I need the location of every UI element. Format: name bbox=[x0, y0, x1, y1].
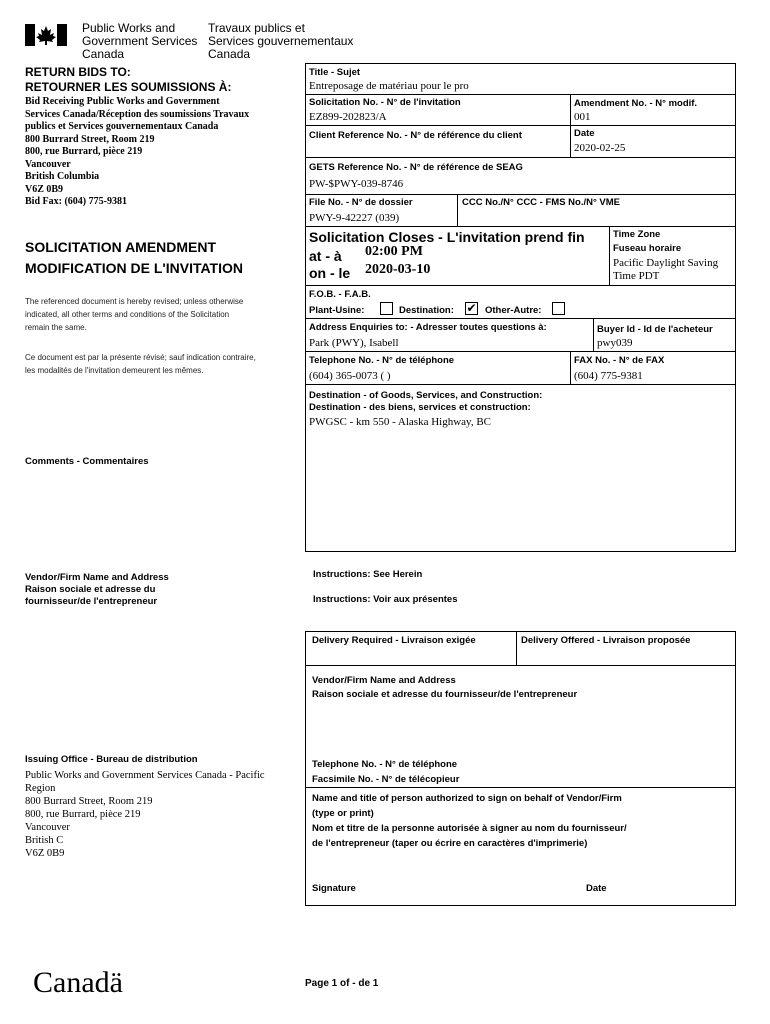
gets-label: GETS Reference No. - N° de référence de SEAG bbox=[309, 162, 523, 173]
address-enquiries-label: Address Enquiries to: - Adresser toutes questions à: bbox=[309, 322, 547, 333]
header-en-line3: Canada bbox=[82, 47, 125, 61]
at-label: at - à bbox=[309, 248, 342, 264]
vendor-fax-label: Facsimile No. - N° de télécopieur bbox=[312, 774, 460, 785]
return-bids-line: 800, rue Burrard, pièce 219 bbox=[25, 146, 143, 157]
amendment-note-fr bbox=[25, 351, 256, 377]
destination-goods-label bbox=[309, 390, 542, 414]
issuing-line: 800, rue Burrard, pièce 219 bbox=[25, 809, 141, 820]
header-fr bbox=[208, 22, 353, 61]
amendment-value: 001 bbox=[574, 111, 591, 123]
return-bids-line: V6Z 0B9 bbox=[25, 183, 64, 195]
buyer-label: Buyer Id - Id de l'acheteur bbox=[597, 324, 713, 335]
tz-value-fr: Time PDT bbox=[613, 270, 660, 282]
destination-label: Destination: bbox=[399, 305, 454, 316]
address-enquiries-value: Park (PWY), Isabell bbox=[309, 337, 399, 349]
authorized-line: (type or print) bbox=[312, 808, 374, 819]
destination-goods-value: PWGSC - km 550 - Alaska Highway, BC bbox=[309, 416, 492, 428]
telephone-value: (604) 365-0073 ( ) bbox=[309, 370, 391, 382]
vendor-name-label-en: Vendor/Firm Name and Address bbox=[312, 675, 456, 686]
amendment-note-line: indicated, all other terms and conditions of the Solicitation bbox=[25, 310, 230, 319]
amendment-title bbox=[25, 237, 243, 279]
return-bids-line: 800 Burrard Street, Room 219 bbox=[25, 133, 155, 145]
authorized-signer-label bbox=[312, 791, 627, 851]
return-bids-line: British Columbia bbox=[25, 171, 100, 182]
tz-value-en: Pacific Daylight Saving bbox=[613, 257, 719, 269]
vendor-left-line1: Vendor/Firm Name and Address bbox=[25, 572, 169, 583]
return-bids-line: Bid Receiving Public Works and Government bbox=[25, 96, 220, 107]
amendment-title-fr: MODIFICATION DE L'INVITATION bbox=[25, 260, 243, 276]
instructions-en: Instructions: See Herein bbox=[313, 569, 423, 580]
header-en bbox=[82, 22, 197, 61]
issuing-line: V6Z 0B9 bbox=[25, 848, 65, 859]
file-label: File No. - N° de dossier bbox=[309, 197, 413, 208]
return-bids-line: Services Canada/Réception des soumissions Travaux bbox=[25, 108, 250, 120]
amendment-label: Amendment No. - N° modif. bbox=[574, 98, 698, 109]
header-fr-line1: Travaux publics et bbox=[208, 21, 305, 35]
tz-label-en: Time Zone bbox=[613, 229, 661, 240]
canada-flag-logo bbox=[25, 24, 67, 46]
date-label: Date bbox=[574, 128, 595, 139]
delivery-offered-label: Delivery Offered - Livraison proposée bbox=[521, 635, 691, 646]
ccc-label: CCC No./N° CCC - FMS No./N° VME bbox=[462, 197, 621, 208]
return-bids-title-fr: RETOURNER LES SOUMISSIONS À: bbox=[25, 80, 232, 94]
gets-value: PW-$PWY-039-8746 bbox=[309, 178, 404, 190]
other-checkbox[interactable] bbox=[552, 302, 565, 315]
issuing-line: Region bbox=[25, 783, 56, 794]
issuing-line: Vancouver bbox=[25, 822, 70, 833]
date-value: 2020-02-25 bbox=[574, 142, 626, 154]
return-bids-address bbox=[25, 96, 249, 209]
title-value: Entreposage de matériau pour le pro bbox=[309, 80, 469, 92]
page-number: Page 1 of - de 1 bbox=[305, 978, 379, 989]
authorized-line: Nom et titre de la personne autorisée à signer au nom du fournisseur/ bbox=[312, 823, 627, 834]
delivery-required-label: Delivery Required - Livraison exigée bbox=[312, 635, 476, 646]
file-value: PWY-9-42227 (039) bbox=[309, 212, 400, 224]
check-icon: ✔ bbox=[466, 301, 477, 315]
telephone-label: Telephone No. - N° de téléphone bbox=[309, 355, 455, 366]
vendor-name-label bbox=[312, 674, 577, 702]
canada-wordmark-text: Canadä bbox=[33, 966, 123, 999]
signature-label: Signature bbox=[312, 883, 356, 894]
issuing-line: Public Works and Government Services Canada - Pacific bbox=[25, 770, 265, 781]
destination-goods-label-fr: Destination - des biens, services et construction: bbox=[309, 402, 531, 413]
issuing-office-label: Issuing Office - Bureau de distribution bbox=[25, 754, 198, 765]
plant-checkbox[interactable] bbox=[380, 302, 393, 315]
amendment-note-line: Ce document est par la présente révisé; sauf indication contraire, bbox=[25, 353, 256, 362]
header-en-line2: Government Services bbox=[82, 34, 198, 48]
return-bids-line: Vancouver bbox=[25, 158, 71, 170]
fax-value: (604) 775-9381 bbox=[574, 370, 643, 382]
canada-wordmark bbox=[33, 966, 123, 1000]
close-date-value: 2020-03-10 bbox=[365, 262, 431, 277]
amendment-note-line: remain the same. bbox=[25, 323, 87, 332]
issuing-office-address bbox=[25, 769, 265, 860]
tz-label-fr: Fuseau horaire bbox=[613, 243, 682, 254]
vendor-telephone-label: Telephone No. - N° de téléphone bbox=[312, 759, 458, 770]
solicitation-label: Solicitation No. - N° de l'invitation bbox=[309, 97, 461, 108]
issuing-line: British C bbox=[25, 835, 64, 846]
fob-label: F.O.B. - F.A.B. bbox=[309, 289, 371, 300]
issuing-line: 800 Burrard Street, Room 219 bbox=[25, 796, 153, 807]
amendment-title-en: SOLICITATION AMENDMENT bbox=[25, 239, 217, 255]
header-fr-line2: Services gouvernementaux bbox=[208, 34, 354, 48]
closes-label: Solicitation Closes - L'invitation prend fin bbox=[309, 229, 585, 245]
amendment-note-en bbox=[25, 295, 243, 334]
return-bids-title-en: RETURN BIDS TO: bbox=[25, 65, 131, 79]
plant-label: Plant-Usine: bbox=[309, 305, 365, 316]
return-bids-title bbox=[25, 65, 231, 95]
buyer-value: pwy039 bbox=[597, 337, 633, 349]
instructions-fr: Instructions: Voir aux présentes bbox=[313, 594, 458, 605]
authorized-line: de l'entrepreneur (taper ou écrire en caractères d'imprimerie) bbox=[312, 838, 588, 849]
on-label: on - le bbox=[309, 265, 351, 281]
authorized-line: Name and title of person authorized to sign on behalf of Vendor/Firm bbox=[312, 793, 622, 804]
vendor-left-line2: Raison sociale et adresse du bbox=[25, 584, 156, 595]
fax-label: FAX No. - N° de FAX bbox=[574, 355, 665, 366]
signature-date-label: Date bbox=[586, 883, 607, 894]
return-bids-line: publics et Services gouvernementaux Canada bbox=[25, 121, 219, 132]
vendor-name-label-fr: Raison sociale et adresse du fournisseur/de l'entrepreneur bbox=[312, 689, 578, 700]
header-fr-line3: Canada bbox=[208, 47, 251, 61]
return-bids-line: Bid Fax: (604) 775-9381 bbox=[25, 196, 127, 207]
comments-label: Comments - Commentaires bbox=[25, 456, 149, 467]
client-ref-label: Client Reference No. - N° de référence du client bbox=[309, 130, 522, 141]
close-time-value: 02:00 PM bbox=[365, 244, 423, 259]
amendment-note-line: les modalités de l'invitation demeurent les mêmes. bbox=[25, 366, 204, 375]
title-label: Title - Sujet bbox=[309, 67, 361, 78]
solicitation-value: EZ899-202823/A bbox=[309, 111, 387, 123]
header-en-line1: Public Works and bbox=[82, 21, 176, 35]
vendor-left-line3: fournisseur/de l'entrepreneur bbox=[25, 596, 158, 607]
destination-goods-label-en: Destination - of Goods, Services, and Construction: bbox=[309, 390, 543, 401]
amendment-note-line: The referenced document is hereby revised; unless otherwise bbox=[25, 297, 244, 306]
other-label: Other-Autre: bbox=[485, 305, 542, 316]
vendor-left-label bbox=[25, 572, 169, 608]
destination-checkbox[interactable] bbox=[465, 302, 478, 315]
